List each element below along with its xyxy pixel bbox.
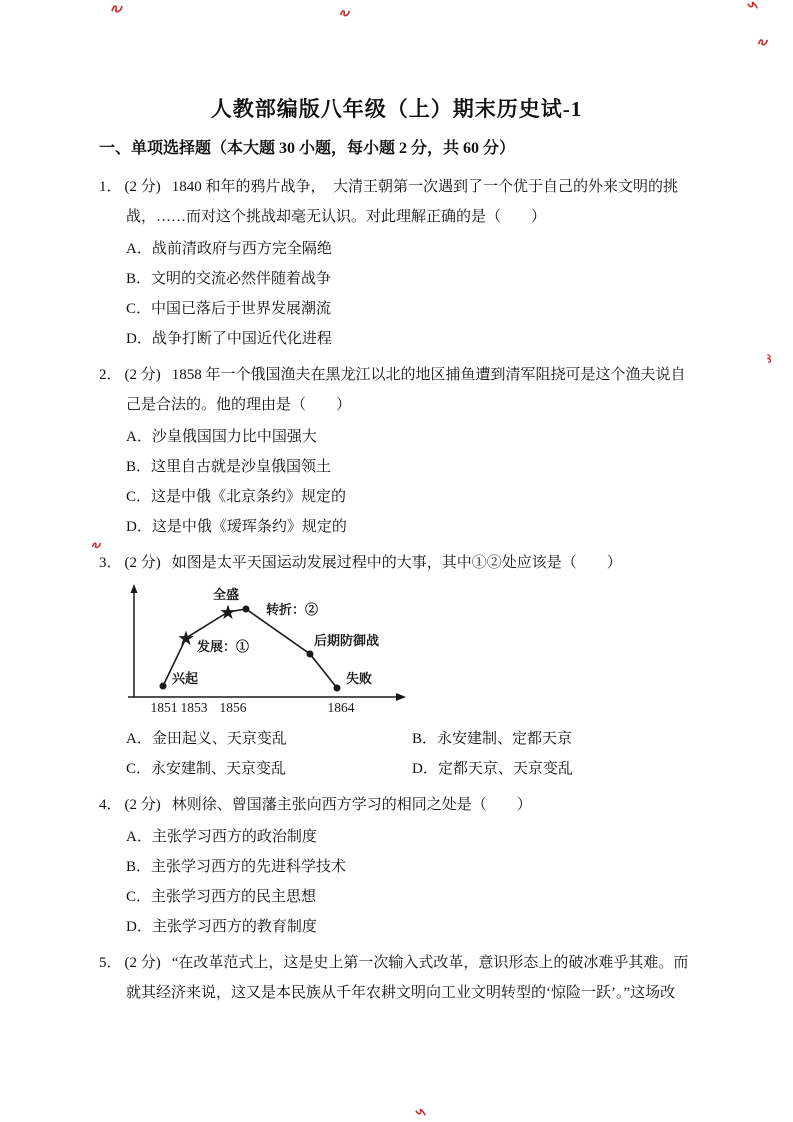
option-c: C．中国已落后于世界发展潮流 (126, 301, 332, 317)
svg-text:1853: 1853 (180, 700, 208, 715)
question-score: (2 分) (124, 367, 161, 383)
svg-text:全盛: 全盛 (213, 587, 240, 602)
option-a: A．沙皇俄国国力比中国强大 (126, 429, 317, 445)
question-score: (2 分) (124, 797, 161, 813)
question-number: 5． (99, 955, 122, 971)
svg-text:兴起: 兴起 (172, 671, 199, 686)
option-b: B．文明的交流必然伴随着战争 (126, 271, 332, 287)
question-text: “在改革范式上，这是史上第一次输入式改革，意识形态上的破冰难乎其难。而就其经济来说，这又是本民族从千年农耕文明向工业文明转型的‘惊险一跃’。”这场改 (126, 955, 689, 1001)
question-number: 1． (99, 179, 122, 195)
question-1-stem (99, 172, 694, 232)
question-2-stem (99, 360, 694, 420)
question-4 (99, 790, 694, 942)
question-2-options (126, 422, 694, 542)
question-5 (99, 948, 694, 1008)
option-c: C．主张学习西方的民主思想 (126, 889, 317, 905)
red-annotation-mark (339, 7, 351, 19)
question-text: 1840 和年的鸦片战争， 大清王朝第一次遇到了一个优于自己的外来文明的挑战，……而对这个挑战却毫无认识。对此理解正确的是（ ） (126, 179, 679, 225)
red-annotation-mark (746, 0, 759, 12)
option-a: A．金田起义、天京变乱 (126, 731, 287, 747)
svg-text:发展：①: 发展：① (197, 639, 250, 654)
option-b: B．这里自古就是沙皇俄国领土 (126, 459, 332, 475)
question-text: 如图是太平天国运动发展过程中的大事，其中①②处应该是（ ） (171, 555, 622, 571)
svg-text:★: ★ (177, 626, 195, 650)
svg-text:1856: 1856 (219, 700, 247, 715)
question-1 (99, 172, 694, 354)
svg-text:后期防御战: 后期防御战 (314, 633, 380, 648)
question-4-stem (99, 790, 694, 820)
question-number: 2． (99, 367, 122, 383)
option-d: D．定都天京、天京变乱 (412, 761, 573, 777)
question-3 (99, 548, 694, 784)
svg-text:1864: 1864 (327, 700, 355, 715)
red-annotation-mark (757, 36, 769, 48)
taiping-chart-svg (125, 584, 415, 720)
svg-text:1851: 1851 (150, 700, 178, 715)
taiping-rebellion-chart (125, 584, 694, 720)
svg-text:转折：②: 转折：② (266, 602, 319, 617)
question-5-stem (99, 948, 694, 1008)
question-2 (99, 360, 694, 542)
option-b: B．主张学习西方的先进科学技术 (126, 859, 347, 875)
red-annotation-mark (414, 1107, 427, 1119)
red-annotation-mark (765, 351, 776, 365)
option-d: D．这是中俄《瑷珲条约》规定的 (126, 519, 347, 535)
svg-text:失败: 失败 (346, 671, 373, 686)
option-b: B．永安建制、定都天京 (412, 731, 573, 747)
option-c: C．这是中俄《北京条约》规定的 (126, 489, 347, 505)
question-1-options (126, 234, 694, 354)
option-a: A．主张学习西方的政治制度 (126, 829, 317, 845)
question-text: 林则徐、曾国藩主张向西方学习的相同之处是（ ） (171, 797, 532, 813)
option-c: C．永安建制、天京变乱 (126, 761, 287, 777)
option-d: D．主张学习西方的教育制度 (126, 919, 317, 935)
section-header: 一、单项选择题（本大题 30 小题，每小题 2 分，共 60 分） (99, 140, 516, 157)
question-number: 4． (99, 797, 122, 813)
question-3-options (126, 724, 694, 784)
question-score: (2 分) (124, 955, 161, 971)
svg-text:★: ★ (219, 600, 237, 624)
option-d: D．战争打断了中国近代化进程 (126, 331, 332, 347)
red-annotation-mark (110, 2, 124, 15)
question-score: (2 分) (124, 179, 161, 195)
page-title: 人教部编版八年级（上）期末历史试-1 (210, 97, 583, 121)
option-a: A．战前清政府与西方完全隔绝 (126, 241, 332, 257)
question-3-stem (99, 548, 694, 578)
question-4-options (126, 822, 694, 942)
question-text: 1858 年一个俄国渔夫在黑龙江以北的地区捕鱼遭到清军阻挠可是这个渔夫说自己是合法的。他的理由是（ ） (126, 367, 686, 413)
question-number: 3． (99, 555, 122, 571)
exam-page-content (99, 94, 694, 1008)
question-score: (2 分) (124, 555, 161, 571)
